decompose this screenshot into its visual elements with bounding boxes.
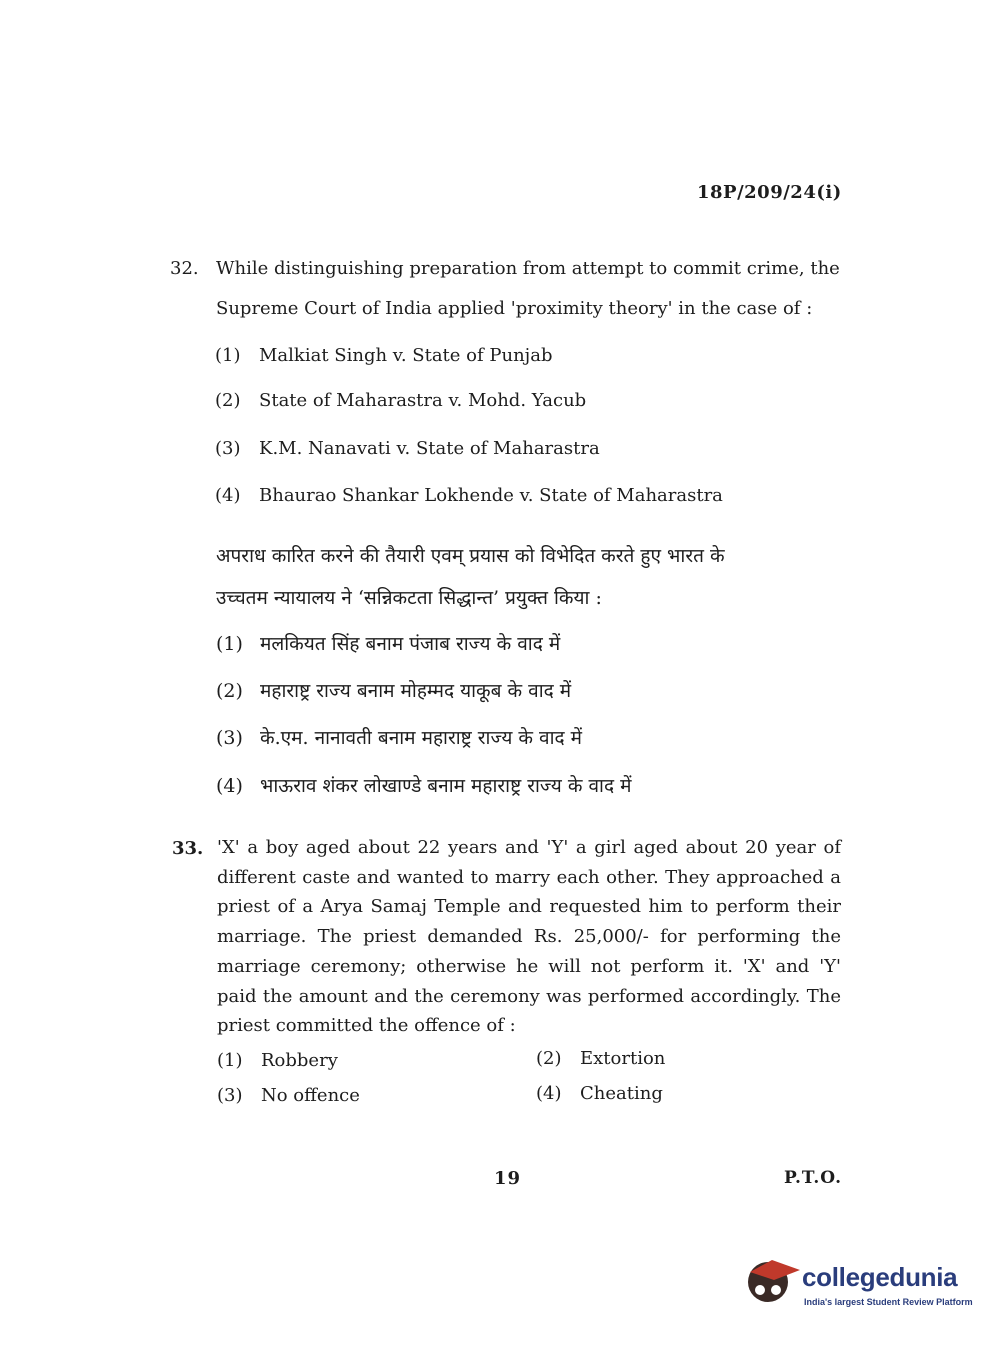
question-33-option-3	[217, 1085, 360, 1106]
watermark-tagline: India's largest Student Review Platform	[804, 1297, 973, 1307]
paper-code: 18P/209/24(i)	[697, 182, 842, 203]
question-33-text: 'X' a boy aged about 22 years and 'Y' a girl aged about 20 year of different caste and wanted to marry each other. They approached a priest of a Arya Samaj Temple and requested him to perform their marriage. The priest demanded Rs. 25,000/- for performing the marriage ceremony; otherwise he will not perform it. 'X' and 'Y' paid the amount and the ceremony was performed accordingly. The priest committed the offence of :	[217, 837, 841, 1037]
option-number: (3)	[217, 1085, 243, 1106]
question-32-option-1	[215, 345, 553, 366]
collegedunia-mascot-icon	[742, 1250, 804, 1312]
question-32-hindi-option-4	[216, 772, 631, 798]
option-text: Extortion	[580, 1048, 666, 1069]
option-number: (2)	[215, 390, 241, 411]
question-32-line-1: While distinguishing preparation from attempt to commit crime, the	[216, 258, 840, 279]
page-number: 19	[494, 1168, 522, 1189]
option-text: भाऊराव शंकर लोखाण्डे बनाम महाराष्ट्र राज्य के वाद में	[260, 775, 632, 797]
question-32-number: 32.	[170, 258, 199, 279]
question-33-number: 33.	[172, 838, 204, 859]
question-33-option-4	[536, 1083, 663, 1104]
question-32-hindi-option-2	[216, 677, 571, 703]
question-32-hindi-line-2: उच्चतम न्यायालय ने ‘सन्निकटता सिद्धान्त’ प्रयुक्त किया :	[216, 587, 602, 609]
question-33-option-1	[217, 1050, 338, 1071]
question-32-option-2	[215, 390, 586, 411]
option-text: Robbery	[261, 1050, 338, 1071]
question-32-hindi-option-1	[216, 630, 560, 656]
watermark-brand: collegedunia	[802, 1262, 958, 1292]
option-number: (4)	[215, 485, 241, 506]
option-number: (3)	[215, 438, 241, 459]
question-32-option-3	[215, 438, 600, 459]
question-32-hindi-line-1: अपराध कारित करने की तैयारी एवम् प्रयास को विभेदित करते हुए भारत के	[216, 545, 725, 567]
option-number: (3)	[216, 727, 243, 749]
option-text: मलकियत सिंह बनाम पंजाब राज्य के वाद में	[260, 633, 561, 655]
option-number: (1)	[217, 1050, 243, 1071]
question-33-option-2	[536, 1048, 665, 1069]
option-text: महाराष्ट्र राज्य बनाम मोहम्मद याकूब के वाद में	[260, 680, 572, 702]
option-text: K.M. Nanavati v. State of Maharastra	[259, 438, 600, 459]
option-number: (2)	[536, 1048, 562, 1069]
option-text: Cheating	[580, 1083, 663, 1104]
question-32-line-2: Supreme Court of India applied 'proximity theory' in the case of :	[216, 298, 813, 319]
option-text: Malkiat Singh v. State of Punjab	[259, 345, 553, 366]
option-number: (2)	[216, 680, 243, 702]
option-number: (1)	[216, 633, 243, 655]
option-text: No offence	[261, 1085, 360, 1106]
option-number: (4)	[536, 1083, 562, 1104]
option-number: (1)	[215, 345, 241, 366]
question-32-hindi-option-3	[216, 724, 582, 750]
option-text: Bhaurao Shankar Lokhende v. State of Maharastra	[259, 485, 723, 506]
question-32-option-4	[215, 485, 723, 506]
option-number: (4)	[216, 775, 243, 797]
option-text: State of Maharastra v. Mohd. Yacub	[259, 390, 587, 411]
pto-label: P.T.O.	[784, 1168, 842, 1188]
option-text: के.एम. नानावती बनाम महाराष्ट्र राज्य के वाद में	[260, 727, 583, 749]
